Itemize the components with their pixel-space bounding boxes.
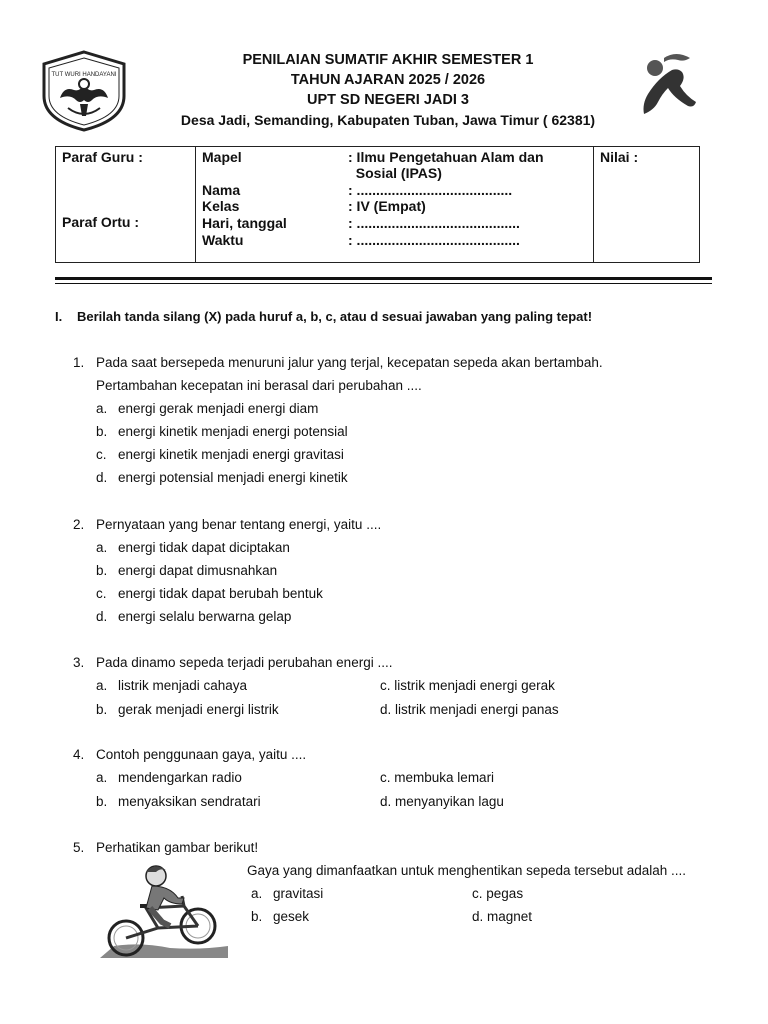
student-info-table: [55, 146, 700, 263]
svg-text:TUT WURI HANDAYANI: TUT WURI HANDAYANI: [51, 72, 117, 78]
q1-option-c[interactable]: c. energi kinetik menjadi energi gravitasi: [96, 447, 344, 462]
mapel-label: Mapel: [202, 149, 242, 165]
nilai-label: Nilai :: [600, 149, 639, 165]
hari-tanggal-field[interactable]: : ..........................................: [348, 215, 520, 231]
header-divider-thin: [55, 283, 712, 284]
identity-cell: [196, 147, 594, 263]
question-text: Perhatikan gambar berikut!: [96, 840, 259, 855]
instruction-text: Berilah tanda silang (X) pada huruf a, b, c, atau d sesuai jawaban yang paling tepat!: [77, 309, 593, 324]
q3-option-d[interactable]: d. listrik menjadi energi panas: [380, 702, 559, 717]
section-number: I.: [55, 309, 63, 324]
q1-option-a[interactable]: a. energi gerak menjadi energi diam: [96, 401, 319, 416]
q3-option-a[interactable]: a. listrik menjadi cahaya: [96, 678, 248, 693]
q3-option-c[interactable]: c. listrik menjadi energi gerak: [380, 678, 555, 693]
q5-option-c[interactable]: c. pegas: [472, 886, 524, 901]
paraf-ortu-label: Paraf Ortu :: [62, 214, 140, 230]
section-instruction: [55, 309, 592, 324]
tut-wuri-handayani-logo: [40, 50, 128, 132]
question-5-prompt: Gaya yang dimanfaatkan untuk menghentikan sepeda tersebut adalah ....: [247, 863, 687, 878]
question-number: 5.: [73, 840, 85, 855]
document-header: [0, 0, 768, 140]
kurikulum-merdeka-logo: [628, 48, 704, 124]
q1-option-b[interactable]: b. energi kinetik menjadi energi potensial: [96, 424, 348, 439]
q5-option-b[interactable]: b. gesek: [251, 909, 310, 924]
question-number: 2.: [73, 517, 85, 532]
waktu-label: Waktu: [202, 232, 244, 248]
kelas-value: : IV (Empat): [348, 198, 426, 214]
q4-option-d[interactable]: d. menyanyikan lagu: [380, 794, 504, 809]
mapel-value: : Ilmu Pengetahuan Alam dan: [348, 149, 544, 165]
nama-label: Nama: [202, 182, 241, 198]
hari-tanggal-label: Hari, tanggal: [202, 215, 287, 231]
question-number: 4.: [73, 747, 85, 762]
boy-cycling-illustration: [100, 862, 228, 958]
waktu-field[interactable]: : ..........................................: [348, 232, 520, 248]
school-name: UPT SD NEGERI JADI 3: [307, 92, 469, 108]
q4-option-c[interactable]: c. membuka lemari: [380, 770, 495, 785]
q2-option-c[interactable]: c. energi tidak dapat berubah bentuk: [96, 586, 323, 601]
signature-cell: [56, 147, 196, 263]
q4-option-b[interactable]: b. menyaksikan sendratari: [96, 794, 261, 809]
header-divider-thick: [55, 277, 712, 280]
question-text: Pada dinamo sepeda terjadi perubahan energi ....: [96, 655, 393, 670]
academic-year: TAHUN AJARAN 2025 / 2026: [290, 72, 486, 88]
q2-option-b[interactable]: b. energi dapat dimusnahkan: [96, 563, 278, 578]
question-number: 1.: [73, 355, 85, 370]
q5-option-d[interactable]: d. magnet: [472, 909, 533, 924]
question-text: Pada saat bersepeda menuruni jalur yang terjal, kecepatan sepeda akan bertambah.: [96, 355, 603, 370]
q2-option-a[interactable]: a. energi tidak dapat diciptakan: [96, 540, 290, 555]
exam-title: PENILAIAN SUMATIF AKHIR SEMESTER 1: [242, 52, 534, 68]
school-address: Desa Jadi, Semanding, Kabupaten Tuban, Jawa Timur ( 62381): [180, 112, 596, 128]
q5-option-a[interactable]: a. gravitasi: [251, 886, 324, 901]
question-text: Pernyataan yang benar tentang energi, yaitu ....: [96, 517, 382, 532]
nama-field[interactable]: : ........................................: [348, 182, 513, 198]
question-text: Pertambahan kecepatan ini berasal dari perubahan ....: [96, 378, 422, 393]
exam-title-block: [150, 50, 626, 130]
score-cell: [594, 147, 700, 263]
q4-option-a[interactable]: a. mendengarkan radio: [96, 770, 242, 785]
mapel-value-continued: Sosial (IPAS): [348, 165, 442, 181]
kelas-label: Kelas: [202, 198, 240, 214]
q2-option-d[interactable]: d. energi selalu berwarna gelap: [96, 609, 292, 624]
paraf-guru-label: Paraf Guru :: [62, 149, 143, 165]
question-text: Contoh penggunaan gaya, yaitu ....: [96, 747, 307, 762]
question-number: 3.: [73, 655, 85, 670]
q3-option-b[interactable]: b. gerak menjadi energi listrik: [96, 702, 279, 717]
q1-option-d[interactable]: d. energi potensial menjadi energi kinetik: [96, 470, 348, 485]
